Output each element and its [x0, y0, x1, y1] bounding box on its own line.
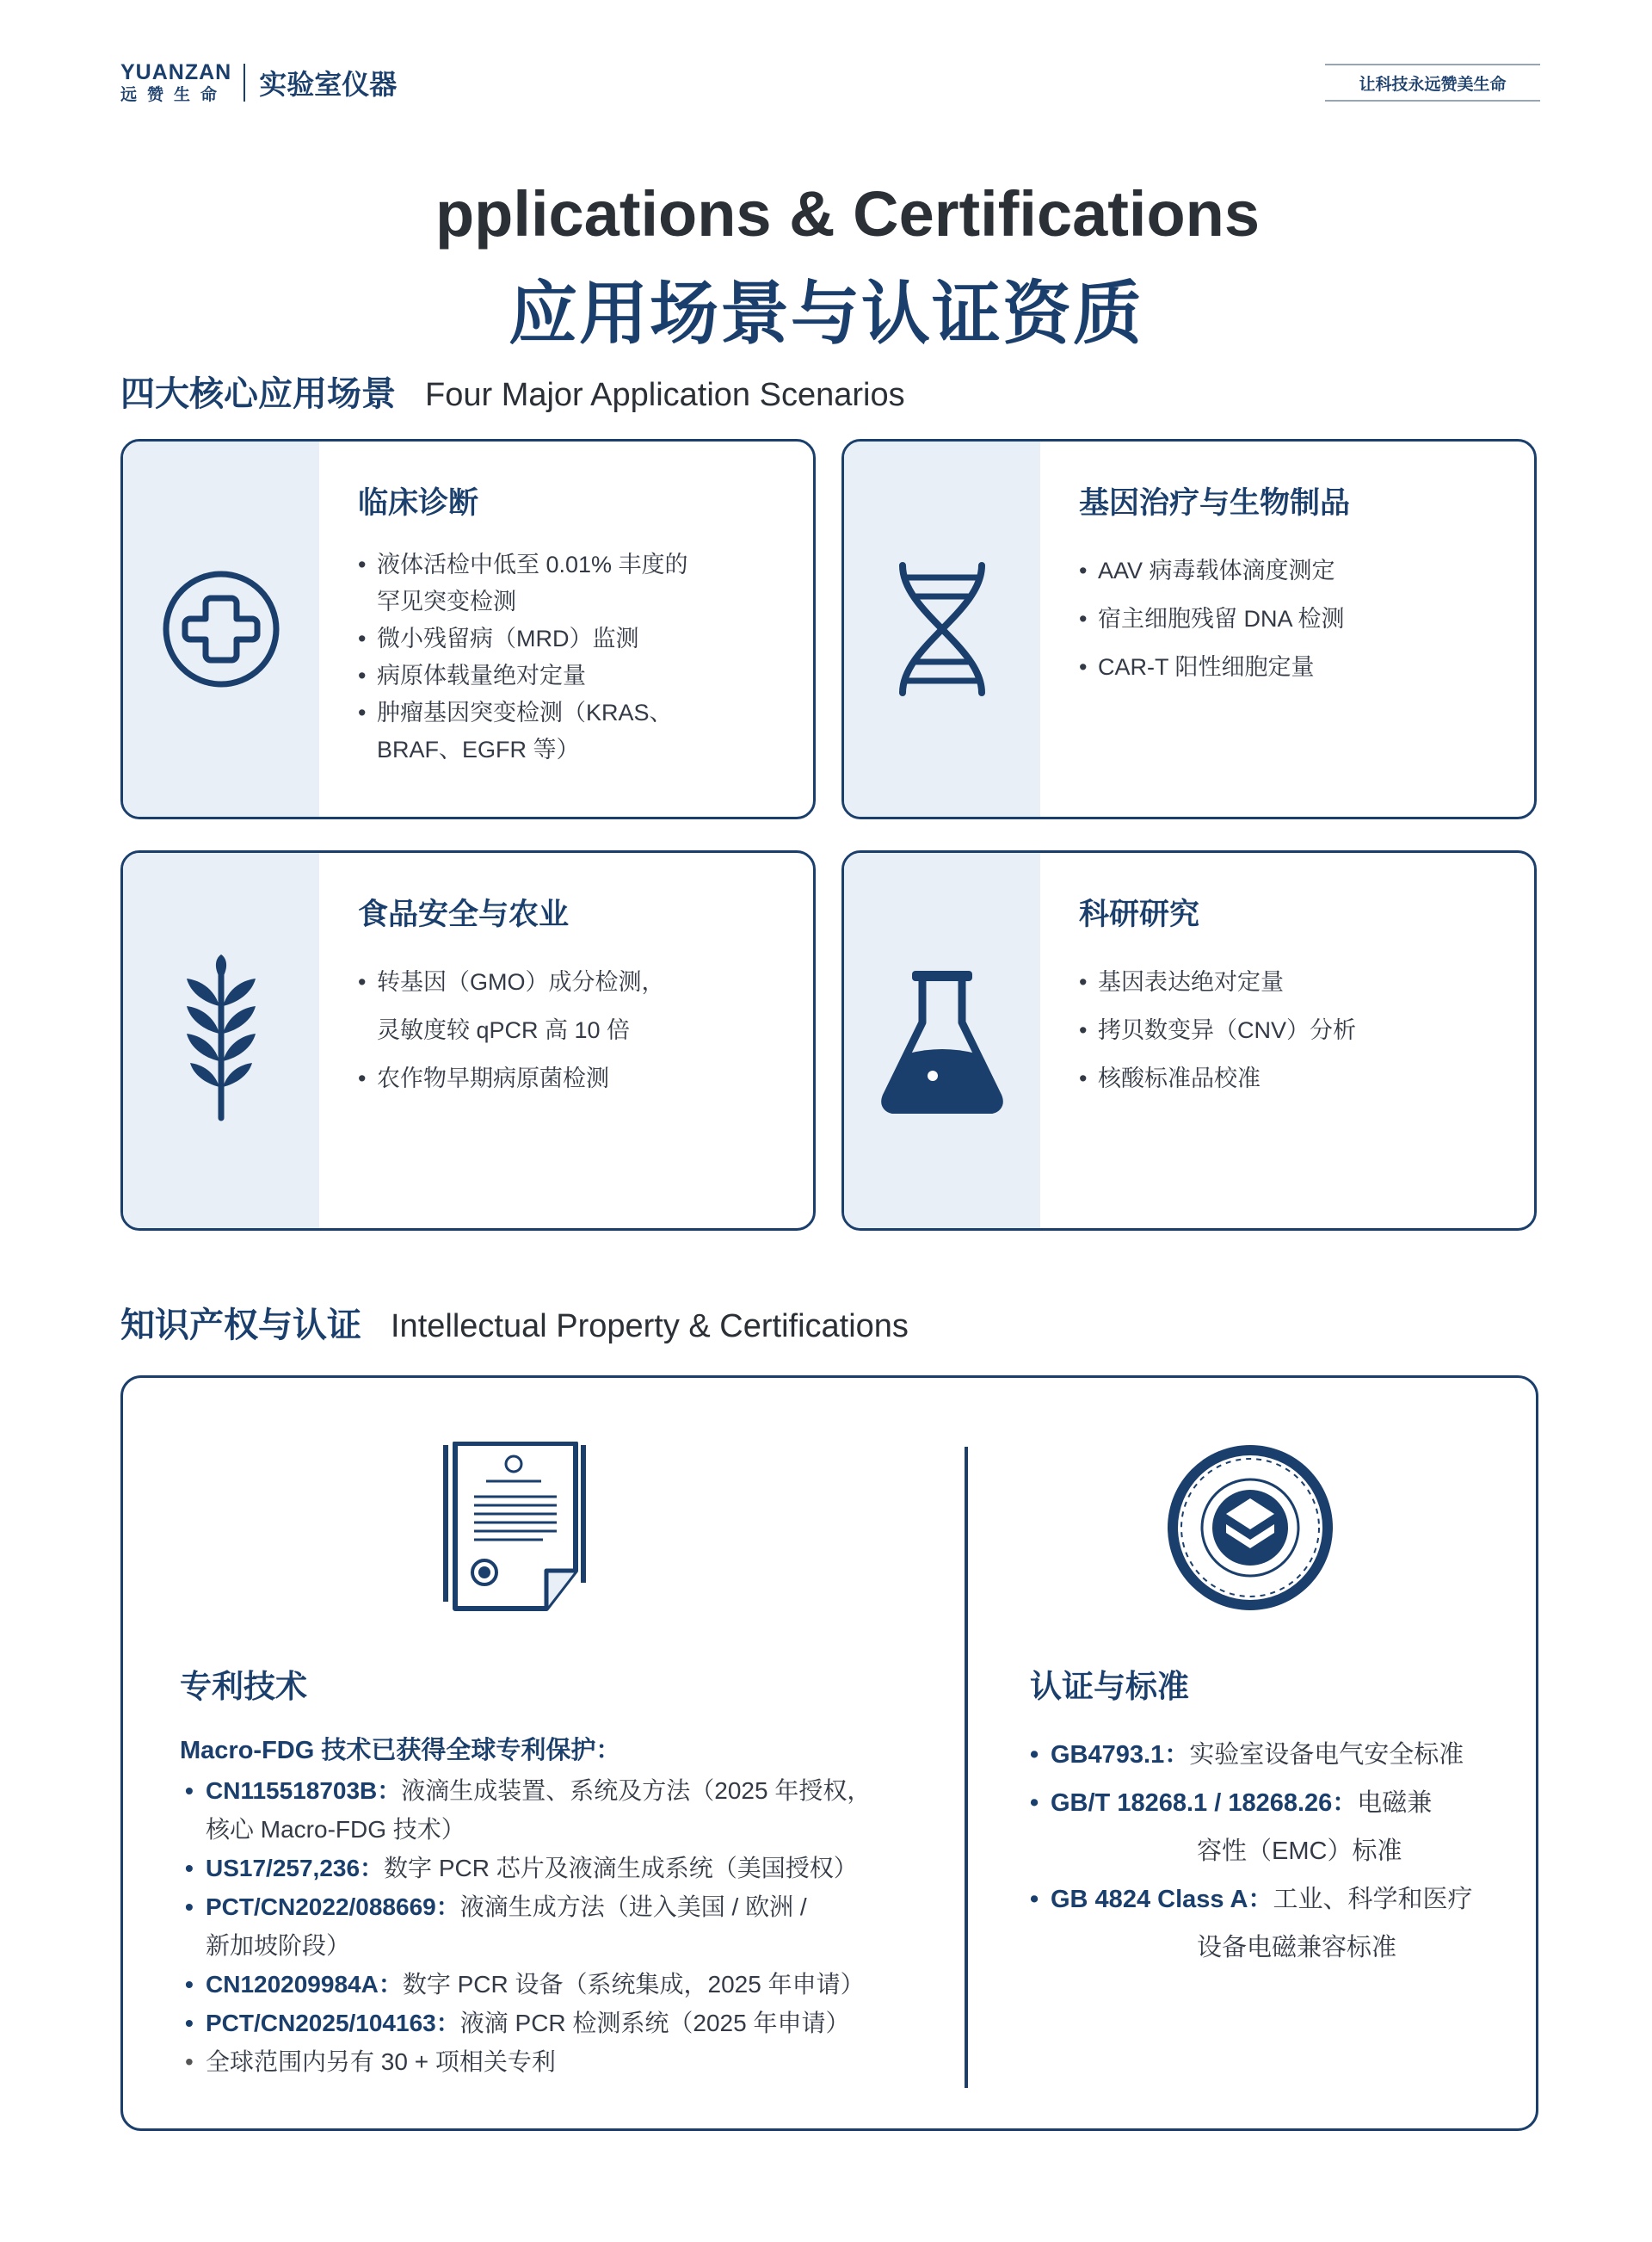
list-item: • 基因表达绝对定量 — [1079, 958, 1508, 1006]
patent-extra: • 全球范围内另有 30 + 项相关专利 — [180, 2042, 920, 2081]
card-title: 临床诊断 — [358, 486, 479, 520]
scenario-card-food-safety — [120, 850, 816, 1231]
scenario-card-gene-therapy — [841, 439, 1537, 819]
certification-title: 认证与标准 — [1030, 1669, 1189, 1704]
card-icon-panel — [844, 442, 1040, 817]
list-item: • CAR-T 阳性细胞定量 — [1079, 643, 1508, 691]
list-item: 罕见突变检测 — [377, 589, 516, 615]
brand-name-en: YUANZAN — [120, 60, 232, 84]
list-item: • 农作物早期病原菌检测 — [358, 1054, 787, 1102]
list-item: • 转基因（GMO）成分检测， — [358, 958, 787, 1006]
page-title-cn: 应用场景与认证资质 — [509, 275, 1143, 352]
list-item: • 核酸标准品校准 — [1079, 1054, 1508, 1102]
patent-section — [180, 1660, 920, 2081]
certification-item: • GB 4824 Class A：工业、科学和医疗 设备电磁兼容标准 — [1030, 1875, 1512, 1972]
list-item: • 拷贝数变异（CNV）分析 — [1079, 1006, 1508, 1054]
certification-seal-icon — [1164, 1442, 1336, 1614]
certification-section — [1030, 1660, 1512, 1972]
scenarios-heading — [120, 367, 905, 416]
list-item: • 宿主细胞残留 DNA 检测 — [1079, 595, 1508, 643]
patent-item: • CN120209984A：数字 PCR 设备（系统集成，2025 年申请） — [180, 1965, 920, 2004]
slogan: 让科技永远赞美生命 — [1325, 64, 1540, 102]
card-title: 食品安全与农业 — [358, 898, 570, 931]
list-item: • 病原体载量绝对定量 — [358, 658, 787, 695]
page-title-en: pplications & Certifications — [435, 178, 1261, 250]
patent-subtitle: Macro-FDG 技术已获得全球专利保护： — [180, 1737, 621, 1764]
wheat-icon — [178, 954, 264, 1127]
brand-logo — [120, 62, 397, 103]
list-item: 灵敏度较 qPCR 高 10 倍 — [377, 1017, 631, 1043]
card-icon-panel — [123, 853, 319, 1228]
ip-certification-panel — [120, 1375, 1538, 2131]
ip-heading — [120, 1298, 909, 1347]
medical-cross-icon — [161, 569, 281, 689]
scenarios-heading-en: Four Major Application Scenarios — [425, 377, 905, 413]
brand-divider — [243, 64, 245, 102]
card-title: 基因治疗与生物制品 — [1079, 486, 1351, 520]
patent-item: • PCT/CN2022/088669：液滴生成方法（进入美国 / 欧洲 / 新加坡阶段） — [180, 1887, 920, 1965]
scenarios-heading-cn: 四大核心应用场景 — [120, 375, 396, 413]
patent-title: 专利技术 — [180, 1669, 307, 1704]
patent-certificate-icon — [440, 1442, 591, 1614]
ip-heading-cn: 知识产权与认证 — [120, 1306, 361, 1344]
brand-name-cn: 远赞生命 — [120, 86, 228, 104]
card-title: 科研研究 — [1079, 898, 1200, 931]
dna-icon — [891, 560, 994, 698]
list-item: • 肿瘤基因突变检测（KRAS、 — [358, 695, 787, 732]
panel-divider — [965, 1447, 968, 2088]
list-item: • 液体活检中低至 0.01% 丰度的 — [358, 547, 787, 584]
card-icon-panel — [844, 853, 1040, 1228]
patent-item: • PCT/CN2025/104163：液滴 PCR 检测系统（2025 年申请） — [180, 2004, 920, 2042]
patent-item: • CN115518703B：液滴生成装置、系统及方法（2025 年授权， 核心 Macro-FDG 技术） — [180, 1771, 920, 1849]
scenario-card-clinical — [120, 439, 816, 819]
department-label: 实验室仪器 — [259, 69, 398, 100]
scenario-card-research — [841, 850, 1537, 1231]
ip-heading-en: Intellectual Property & Certifications — [391, 1308, 909, 1344]
patent-item: • US17/257,236：数字 PCR 芯片及液滴生成系统（美国授权） — [180, 1849, 920, 1887]
certification-item: • GB/T 18268.1 / 18268.26：电磁兼 容性（EMC）标准 — [1030, 1779, 1512, 1875]
card-icon-panel — [123, 442, 319, 817]
list-item: BRAF、EGFR 等） — [377, 737, 580, 763]
certification-item: • GB4793.1：实验室设备电气安全标准 — [1030, 1731, 1512, 1779]
list-item: • AAV 病毒载体滴度测定 — [1079, 547, 1508, 595]
list-item: • 微小残留病（MRD）监测 — [358, 621, 787, 658]
flask-icon — [878, 967, 1007, 1114]
